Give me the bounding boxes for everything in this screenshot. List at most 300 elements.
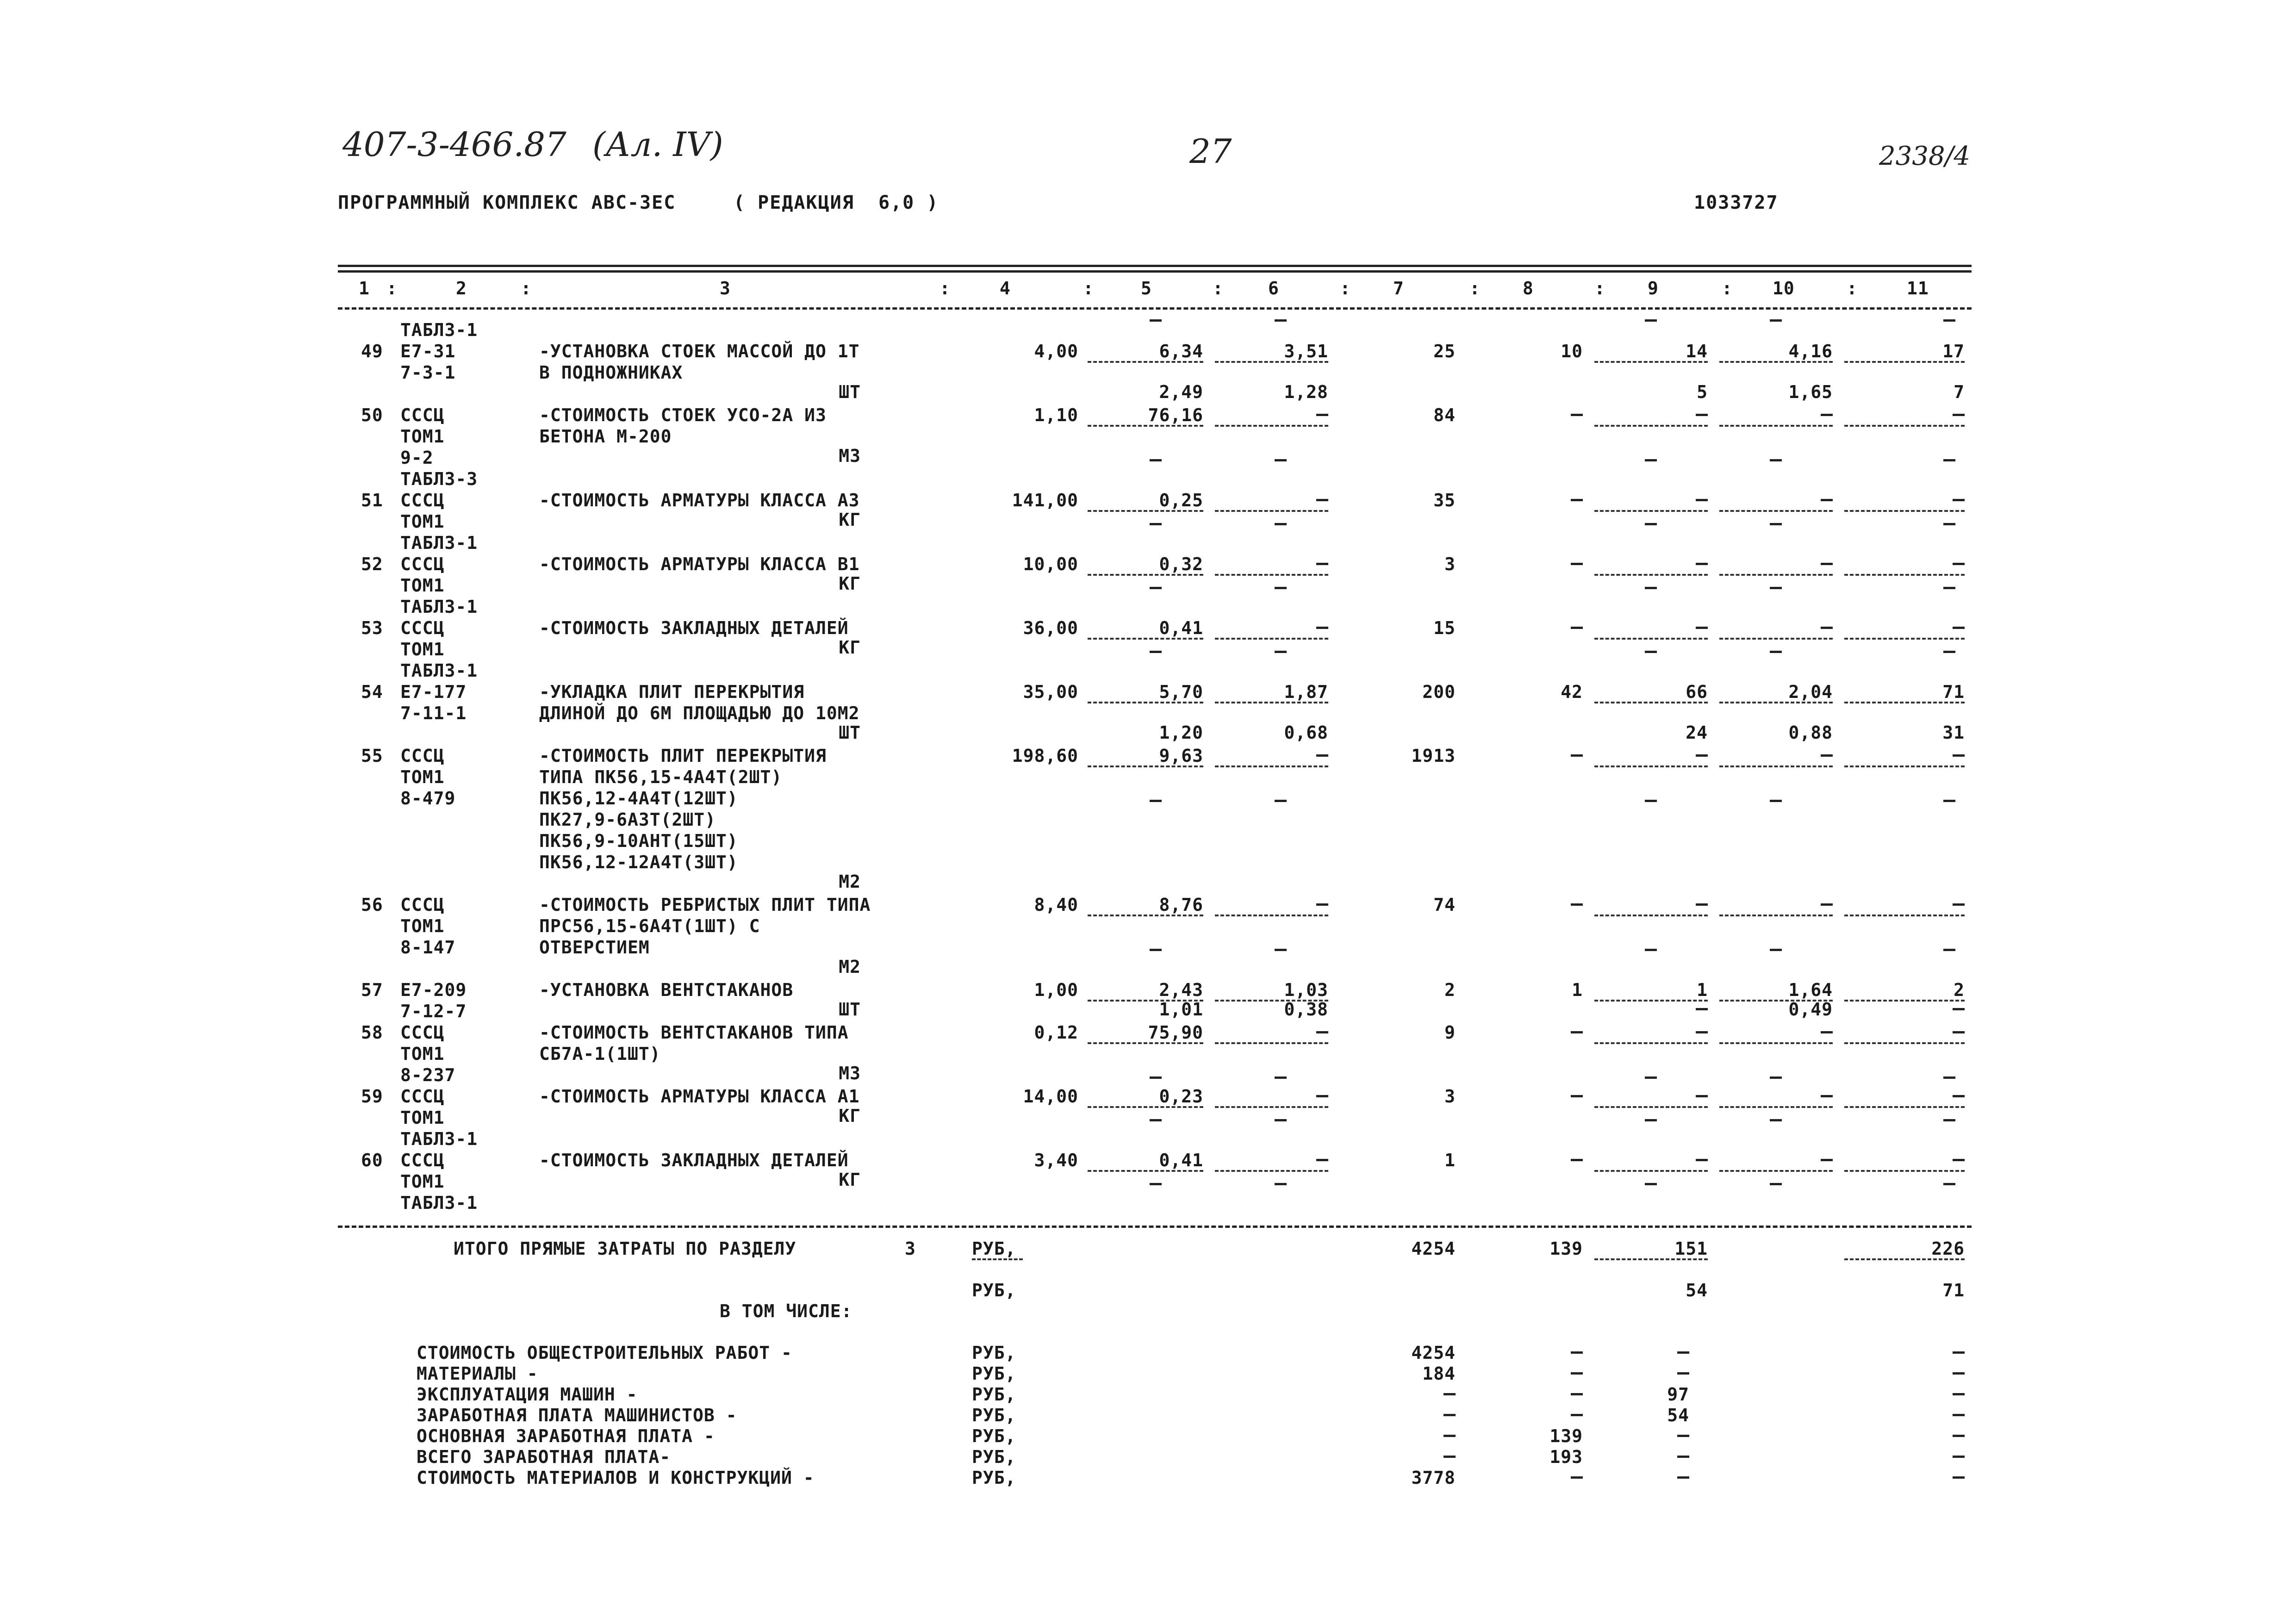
row-unit: ШТ	[839, 999, 861, 1020]
cell-col7: 3	[1444, 554, 1456, 574]
cell-col5: 76,16	[1148, 405, 1203, 425]
cell-underline	[1719, 574, 1833, 576]
cell-col11	[1953, 1159, 1965, 1161]
totals-underline	[972, 1258, 1023, 1260]
cell-underline	[1215, 361, 1328, 363]
cell-qty: 3,40	[1034, 1150, 1078, 1170]
cell-col10	[1821, 563, 1833, 565]
row-code: ТОМ1	[400, 916, 445, 936]
row-description: -СТОИМОСТЬ СТОЕК УСО-2А ИЗ	[539, 405, 827, 425]
cell-underline	[1594, 574, 1708, 576]
cell-underline	[1719, 915, 1833, 916]
cell-underline	[1088, 361, 1203, 363]
breakdown-col9	[1677, 1435, 1689, 1437]
cell-underline	[1215, 765, 1328, 767]
column-separator: :	[1083, 278, 1094, 299]
cell-col5-wage	[1150, 651, 1162, 653]
cell-underline	[1719, 361, 1833, 363]
cell-underline	[1215, 915, 1328, 916]
cell-col7: 1	[1444, 1150, 1456, 1170]
cell-underline	[1719, 638, 1833, 640]
row-unit: ШТ	[839, 722, 861, 743]
cell-underline	[1719, 1170, 1833, 1172]
cell-underline	[1844, 702, 1965, 703]
cell-col6	[1316, 1095, 1328, 1097]
cell-col9	[1696, 754, 1708, 757]
column-separator: :	[521, 278, 532, 299]
row-code: 8-237	[400, 1065, 456, 1085]
cell-col9	[1696, 903, 1708, 906]
cell-col8	[1571, 1159, 1583, 1161]
row-number: 60	[361, 1150, 383, 1170]
row-number: 59	[361, 1086, 383, 1107]
table-top-rule	[338, 265, 1972, 267]
cell-col10	[1821, 627, 1833, 629]
cell-underline	[1594, 765, 1708, 767]
cell-col10-wage	[1770, 800, 1782, 802]
cell-col5: 0,23	[1159, 1086, 1203, 1107]
row-description: ТИПА ПК56,15-4А4Т(2ШТ)	[539, 767, 783, 787]
row-unit: КГ	[839, 510, 861, 530]
row-description: ДЛИНОЙ ДО 6М ПЛОЩАДЬЮ ДО 10М2	[539, 703, 860, 723]
cell-col6-wage	[1275, 949, 1287, 951]
cell-col11-wage: 7	[1954, 382, 1965, 402]
cell-underline	[1594, 425, 1708, 427]
row-code: СССЦ	[400, 618, 445, 638]
breakdown-col8: 139	[1549, 1426, 1583, 1446]
row-number: 58	[361, 1022, 383, 1043]
cell-col6	[1316, 1159, 1328, 1161]
row-code: ТАБЛ3-3	[400, 469, 478, 489]
row-number: 51	[361, 490, 383, 510]
cell-col7: 200	[1422, 682, 1456, 702]
cell-col11-wage	[1943, 587, 1955, 589]
cell-col10	[1821, 1159, 1833, 1161]
cell-col9-wage	[1645, 1119, 1657, 1121]
cell-col5-wage	[1150, 949, 1162, 951]
cell-underline	[1088, 915, 1203, 916]
row-description: -УСТАНОВКА СТОЕК МАССОЙ ДО 1Т	[539, 341, 860, 361]
breakdown-label: СТОИМОСТЬ ОБЩЕСТРОИТЕЛЬНЫХ РАБОТ -	[417, 1343, 792, 1363]
cell-col11-wage	[1953, 1008, 1965, 1010]
cell-underline	[1719, 1106, 1833, 1108]
totals-underline	[1594, 1258, 1708, 1260]
breakdown-col9	[1677, 1476, 1689, 1479]
cell-col5-wage	[1150, 523, 1162, 525]
row-code: СССЦ	[400, 1022, 445, 1043]
cell-col8	[1571, 903, 1583, 906]
cell-qty: 141,00	[1012, 490, 1078, 510]
row-code: СССЦ	[400, 1150, 445, 1170]
cell-qty: 1,10	[1034, 405, 1078, 425]
cell-col6-wage	[1275, 651, 1287, 653]
cell-col9-wage	[1645, 800, 1657, 802]
totals-col11: 226	[1931, 1238, 1965, 1259]
cell-col9-wage	[1696, 1008, 1708, 1010]
breakdown-unit: РУБ,	[972, 1405, 1016, 1425]
cell-col6	[1316, 499, 1328, 501]
breakdown-col7	[1444, 1414, 1456, 1416]
row-description: ПК56,9-10АНТ(15ШТ)	[539, 831, 738, 851]
cell-col9	[1696, 1031, 1708, 1033]
breakdown-col8	[1571, 1476, 1583, 1479]
cell-underline	[1594, 702, 1708, 703]
cell-underline	[1088, 1042, 1203, 1044]
cell-col5: 6,34	[1159, 341, 1203, 361]
column-separator: :	[940, 278, 951, 299]
cell-underline	[1215, 702, 1328, 703]
page-number: 27	[1189, 132, 1232, 171]
breakdown-col9	[1677, 1456, 1689, 1458]
program-edition: ( РЕДАКЦИЯ 6,0 )	[734, 192, 939, 213]
row-number: 56	[361, 895, 383, 915]
row-description: -СТОИМОСТЬ АРМАТУРЫ КЛАССА А3	[539, 490, 860, 510]
breakdown-col11	[1953, 1351, 1965, 1354]
cell-col5-wage	[1150, 459, 1162, 461]
row-number: 54	[361, 682, 383, 702]
breakdown-col7	[1444, 1456, 1456, 1458]
cell-col7: 15	[1433, 618, 1456, 638]
row-unit: КГ	[839, 1170, 861, 1190]
cell-underline	[1088, 425, 1203, 427]
cell-underline	[1844, 1042, 1965, 1044]
breakdown-unit: РУБ,	[972, 1343, 1016, 1363]
cell-col10-wage	[1770, 459, 1782, 461]
totals-col9: 151	[1674, 1238, 1708, 1259]
row-code: 8-479	[400, 788, 456, 809]
cell-col8	[1571, 1095, 1583, 1097]
cell-col5: 75,90	[1148, 1022, 1203, 1043]
cell-underline	[1215, 425, 1328, 427]
cell-col11	[1953, 1095, 1965, 1097]
row-dash	[1275, 319, 1287, 322]
cell-qty: 8,40	[1034, 895, 1078, 915]
row-description: -СТОИМОСТЬ ПЛИТ ПЕРЕКРЫТИЯ	[539, 746, 827, 766]
cell-col8	[1571, 499, 1583, 501]
cell-underline	[1844, 1170, 1965, 1172]
cell-col8	[1571, 563, 1583, 565]
row-description: БЕТОНА М-200	[539, 426, 672, 447]
row-code: ТАБЛ3-1	[400, 1129, 478, 1149]
breakdown-unit: РУБ,	[972, 1363, 1016, 1384]
column-separator: :	[1594, 278, 1605, 299]
row-code: 8-147	[400, 937, 456, 958]
row-unit: М3	[839, 446, 861, 466]
cell-col10	[1821, 1031, 1833, 1033]
column-header-7: 7	[1393, 278, 1404, 299]
cell-underline	[1844, 765, 1965, 767]
cell-qty: 4,00	[1034, 341, 1078, 361]
row-unit: КГ	[839, 573, 861, 594]
cell-underline	[1844, 638, 1965, 640]
cell-col9	[1696, 499, 1708, 501]
cell-col10-wage: 1,65	[1788, 382, 1833, 402]
breakdown-unit: РУБ,	[972, 1468, 1016, 1488]
breakdown-col8	[1571, 1372, 1583, 1375]
row-code: СССЦ	[400, 554, 445, 574]
cell-col6: 1,87	[1284, 682, 1328, 702]
totals-col8: 139	[1549, 1238, 1583, 1259]
cell-col6-wage	[1275, 1119, 1287, 1121]
cell-col11-wage	[1943, 651, 1955, 653]
cell-col9-wage	[1645, 651, 1657, 653]
cell-col10-wage	[1770, 523, 1782, 525]
row-unit: М2	[839, 871, 861, 892]
breakdown-col9	[1677, 1372, 1689, 1375]
table-top-rule-2	[338, 270, 1972, 273]
cell-col11	[1953, 499, 1965, 501]
row-code: ТАБЛ3-1	[400, 1193, 478, 1213]
row-code: ТОМ1	[400, 511, 445, 532]
cell-col8	[1571, 754, 1583, 757]
cell-col11: 71	[1942, 682, 1965, 702]
row-code: СССЦ	[400, 405, 445, 425]
row-description: В ПОДНОЖНИКАХ	[539, 362, 683, 383]
row-code: ТОМ1	[400, 1044, 445, 1064]
row-number: 52	[361, 554, 383, 574]
cell-col9	[1696, 1159, 1708, 1161]
row-description: ПК56,12-12А4Т(3ШТ)	[539, 852, 738, 872]
row-description: -СТОИМОСТЬ АРМАТУРЫ КЛАССА А1	[539, 1086, 860, 1107]
cell-underline	[1088, 574, 1203, 576]
row-code: ТАБЛ3-1	[400, 533, 478, 553]
cell-col6-wage	[1275, 1076, 1287, 1079]
cell-col10	[1821, 754, 1833, 757]
cell-col9-wage: 5	[1697, 382, 1708, 402]
cell-col9-wage: 24	[1686, 722, 1708, 743]
cell-col11-wage	[1943, 800, 1955, 802]
cell-col6	[1316, 627, 1328, 629]
cell-col11: 17	[1942, 341, 1965, 361]
cell-col5: 0,41	[1159, 1150, 1203, 1170]
cell-col6: 1,03	[1284, 980, 1328, 1000]
row-unit: М3	[839, 1063, 861, 1083]
cell-col9	[1696, 563, 1708, 565]
column-header-3: 3	[720, 278, 731, 299]
cell-col8	[1571, 627, 1583, 629]
cell-col9: 66	[1686, 682, 1708, 702]
cell-underline	[1844, 574, 1965, 576]
cell-col11	[1953, 1031, 1965, 1033]
cell-col11	[1953, 754, 1965, 757]
cell-underline	[1594, 638, 1708, 640]
row-code: ТОМ1	[400, 1171, 445, 1192]
cell-col8: 1	[1572, 980, 1583, 1000]
row-code: СССЦ	[400, 895, 445, 915]
row-code: СССЦ	[400, 490, 445, 510]
cell-col10-wage	[1770, 651, 1782, 653]
cell-qty: 36,00	[1023, 618, 1078, 638]
row-number: 50	[361, 405, 383, 425]
column-header-10: 10	[1773, 278, 1795, 299]
cell-col11	[1953, 563, 1965, 565]
cell-col6-wage	[1275, 800, 1287, 802]
cell-col11	[1953, 414, 1965, 416]
row-description: ПК27,9-6А3Т(2ШТ)	[539, 809, 716, 830]
cell-col11-wage	[1943, 949, 1955, 951]
row-code: ТАБЛ3-1	[400, 597, 478, 617]
breakdown-col8: 193	[1549, 1447, 1583, 1467]
cell-col7: 2	[1444, 980, 1456, 1000]
column-header-8: 8	[1523, 278, 1534, 299]
cell-underline	[1844, 1000, 1965, 1002]
including-label: В ТОМ ЧИСЛЕ:	[720, 1301, 852, 1321]
cell-col11-wage	[1943, 1076, 1955, 1079]
column-separator: :	[1213, 278, 1224, 299]
cell-col8	[1571, 414, 1583, 416]
breakdown-col7: 3778	[1411, 1468, 1456, 1488]
cell-col10-wage	[1770, 1119, 1782, 1121]
cell-col8	[1571, 1031, 1583, 1033]
column-header-11: 11	[1907, 278, 1929, 299]
cell-col10-wage: 0,49	[1788, 999, 1833, 1020]
cell-col6-wage	[1275, 587, 1287, 589]
cell-underline	[1088, 638, 1203, 640]
cell-col6: 3,51	[1284, 341, 1328, 361]
cell-col5-wage	[1150, 1076, 1162, 1079]
breakdown-col7	[1444, 1393, 1456, 1395]
cell-col10	[1821, 903, 1833, 906]
cell-col8: 10	[1561, 341, 1583, 361]
cell-col9-wage	[1645, 1183, 1657, 1185]
cell-col6	[1316, 754, 1328, 757]
cell-col5: 0,25	[1159, 490, 1203, 510]
row-dash	[1645, 319, 1657, 322]
cell-col9	[1696, 414, 1708, 416]
cell-col9-wage	[1645, 949, 1657, 951]
cell-col6-wage: 0,38	[1284, 999, 1328, 1020]
doc-code: 407-3-466.87	[342, 125, 566, 164]
column-separator: :	[1847, 278, 1858, 299]
totals-col7: 4254	[1411, 1238, 1456, 1259]
cell-col9	[1696, 1095, 1708, 1097]
breakdown-col9	[1677, 1351, 1689, 1354]
cell-col6-wage	[1275, 459, 1287, 461]
cell-underline	[1594, 1170, 1708, 1172]
cell-col7: 74	[1433, 895, 1456, 915]
cell-underline	[1088, 765, 1203, 767]
totals-col9-wage: 54	[1686, 1280, 1708, 1300]
row-number: 49	[361, 341, 383, 361]
row-description: -СТОИМОСТЬ ЗАКЛАДНЫХ ДЕТАЛЕЙ	[539, 618, 849, 638]
totals-currency: РУБ,	[972, 1238, 1016, 1259]
breakdown-col11	[1953, 1393, 1965, 1395]
cell-underline	[1844, 510, 1965, 512]
cell-col10-wage	[1770, 1076, 1782, 1079]
breakdown-unit: РУБ,	[972, 1447, 1016, 1467]
row-code: ТАБЛ3-1	[400, 320, 478, 340]
row-description: -СТОИМОСТЬ ВЕНТСТАКАНОВ ТИПА	[539, 1022, 849, 1043]
cell-qty: 198,60	[1012, 746, 1078, 766]
cell-col5-wage	[1150, 1119, 1162, 1121]
cell-col6	[1316, 903, 1328, 906]
cell-col11-wage: 31	[1942, 722, 1965, 743]
breakdown-col11	[1953, 1372, 1965, 1375]
row-code: СССЦ	[400, 746, 445, 766]
cell-col5-wage	[1150, 800, 1162, 802]
row-code: Е7-31	[400, 341, 456, 361]
cell-underline	[1844, 915, 1965, 916]
cell-col11: 2	[1954, 980, 1965, 1000]
breakdown-unit: РУБ,	[972, 1384, 1016, 1405]
breakdown-col11	[1953, 1414, 1965, 1416]
breakdown-label: ВСЕГО ЗАРАБОТНАЯ ПЛАТА-	[417, 1447, 671, 1467]
row-description: -УКЛАДКА ПЛИТ ПЕРЕКРЫТИЯ	[539, 682, 805, 702]
cell-underline	[1215, 574, 1328, 576]
table-header-bottom-rule	[338, 307, 1972, 310]
totals-label: ИТОГО ПРЯМЫЕ ЗАТРАТЫ ПО РАЗДЕЛУ	[454, 1238, 796, 1259]
cell-col6	[1316, 563, 1328, 565]
cell-col6	[1316, 414, 1328, 416]
column-separator: :	[1722, 278, 1733, 299]
column-header-1: 1	[359, 278, 370, 299]
breakdown-col11	[1953, 1456, 1965, 1458]
row-code: 7-12-7	[400, 1001, 467, 1021]
totals-col11-wage: 71	[1942, 1280, 1965, 1300]
row-description: ПРС56,15-6А4Т(1ШТ) С	[539, 916, 760, 936]
cell-underline	[1719, 765, 1833, 767]
cell-underline	[1844, 361, 1965, 363]
cell-underline	[1088, 1106, 1203, 1108]
breakdown-label: ОСНОВНАЯ ЗАРАБОТНАЯ ПЛАТА -	[417, 1426, 715, 1446]
cell-col5: 0,41	[1159, 618, 1203, 638]
breakdown-col9: 97	[1667, 1384, 1689, 1405]
breakdown-col8	[1571, 1393, 1583, 1395]
row-unit: КГ	[839, 1106, 861, 1126]
column-separator: :	[1340, 278, 1351, 299]
cell-qty: 10,00	[1023, 554, 1078, 574]
cell-col9-wage	[1645, 523, 1657, 525]
cell-col6-wage: 1,28	[1284, 382, 1328, 402]
cell-col9: 14	[1686, 341, 1708, 361]
cell-col7: 1913	[1411, 746, 1456, 766]
cell-col11	[1953, 627, 1965, 629]
album-ref: (Ал. IV)	[592, 125, 723, 164]
totals-section: 3	[905, 1238, 916, 1259]
row-number: 53	[361, 618, 383, 638]
row-code: ТОМ1	[400, 767, 445, 787]
row-description: -УСТАНОВКА ВЕНТСТАКАНОВ	[539, 980, 794, 1000]
row-description: -СТОИМОСТЬ ЗАКЛАДНЫХ ДЕТАЛЕЙ	[539, 1150, 849, 1170]
breakdown-label: МАТЕРИАЛЫ -	[417, 1363, 538, 1384]
cell-underline	[1215, 510, 1328, 512]
row-code: ТАБЛ3-1	[400, 660, 478, 681]
cell-underline	[1844, 1106, 1965, 1108]
cell-col9-wage	[1645, 459, 1657, 461]
table-bottom-rule	[338, 1226, 1972, 1228]
row-code: ТОМ1	[400, 575, 445, 596]
row-description: ОТВЕРСТИЕМ	[539, 937, 650, 958]
program-name: ПРОГРАММНЫЙ КОМПЛЕКС АВС-3ЕС	[338, 192, 676, 213]
row-dash	[1943, 319, 1955, 322]
breakdown-col9: 54	[1667, 1405, 1689, 1425]
cell-col6-wage: 0,68	[1284, 722, 1328, 743]
cell-col5-wage	[1150, 1183, 1162, 1185]
cell-col9: 1	[1697, 980, 1708, 1000]
row-number: 57	[361, 980, 383, 1000]
breakdown-col11	[1953, 1435, 1965, 1437]
program-code: 1033727	[1694, 192, 1779, 213]
row-unit: М2	[839, 957, 861, 977]
cell-col7: 9	[1444, 1022, 1456, 1043]
breakdown-col7: 184	[1422, 1363, 1456, 1384]
cell-col7: 84	[1433, 405, 1456, 425]
cell-underline	[1719, 510, 1833, 512]
cell-underline	[1215, 1170, 1328, 1172]
breakdown-col8	[1571, 1414, 1583, 1416]
cell-col5: 8,76	[1159, 895, 1203, 915]
cell-col8: 42	[1561, 682, 1583, 702]
